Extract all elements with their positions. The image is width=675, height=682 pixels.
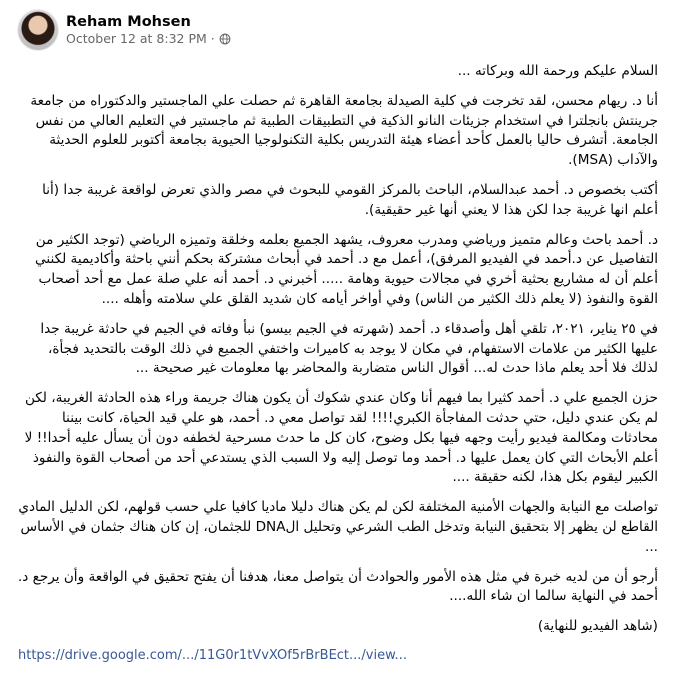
drive-link[interactable]: https://drive.google.com/.../11G0r1tVvXOf5rBrBEct.../view... [18,648,407,663]
post-paragraph: السلام عليكم ورحمة الله وبركاته ... [457,63,658,79]
post-paragraph: أكتب بخصوص د. أحمد عبدالسلام، الباحث بالمركز القومي للبحوث في مصر والذي تعرض لواقعة غريبة جدا (أنا أعلم انها غريبة جدا لكن هذا لا يعني أنها غير حقيقية). [42,181,658,218]
post-timestamp[interactable]: October 12 at 8:32 PM [66,31,207,46]
post-paragraph: في ٢٥ يناير، ٢٠٢١، تلقي أهل وأصدقاء د. أحمد (شهرته في الجيم بيسو) نبأ وفاته في الجيم في حادثة غريبة جدا عليها الكثير من علامات الاستفهام، في مكان لا يوجد به كاميرات واختفي الجميع في ذلك الوقت بالتحديد فجأة، لذلك فلا أحد يعلم ماذا حدث له... أقوال الناس متضاربة والمحاضر بها معلومات غير صحيحة ... [40,320,658,377]
post-paragraph: تواصلت مع النيابة والجهات الأمنية المختلفة لكن لم يكن هناك دليلا ماديا كافيا علي حسب قولهم، لكن الدليل المادي القاطع لن يظهر إلا بتحقيق النيابة وتدخل الطب الشرعي وتحليل الDNA للجثمان، إن كان هناك جثمان في الأساس ... [18,499,658,555]
post-body [17,62,658,647]
post-meta [66,13,231,47]
post-paragraph: حزن الجميع علي د. أحمد كثيرا بما فيهم أنا وكان عندي شكوك أن يكون هناك جريمة وراء هذه الحادثة الغريبة، لكن لم يكن عندي دليل، حتي حدثت المفاجأة الكبري!!!! لقد تواصل معي د. أحمد، هو علي قيد الحياة، كانت بيننا محادثات ومكالمة فيديو رأيت وجهه فيها بكل وضوح، كان كل ما حدث مسرحية لخطفه دون أن يسأل عليه أحدا!! لا أعلم الأبحاث التي كان يعمل عليها د. أحمد وما توصل إليه ولا السبب الذي يستدعي أحد من أصحاب القوة والنفوذ الكبير ليقوم بكل هذا، لكنه حقيقة .... [24,390,658,486]
separator-dot: · [210,31,215,46]
post-paragraph: أرجو أن من لديه خبرة في مثل هذه الأمور والحوادث أن يتواصل معنا، هدفنا أن يفتح تحقيق في الواقعة وأن يرجع د. أحمد في النهاية سالما ان شاء الله.... [17,568,658,605]
author-name[interactable]: Reham Mohsen [66,14,191,30]
globe-icon[interactable] [219,33,231,45]
post-header [18,10,231,50]
post-paragraph: أنا د. ريهام محسن، لقد تخرجت في كلية الصيدلة بجامعة القاهرة ثم حصلت علي الماجستير والدكتوراه من جامعة جرينتش بانجلترا في استخدام جزيئات النانو الذكية في التطبيقات الطبية ثم ماجستير في التعليم العالي من نفس الجامعة. أتشرف حاليا بالعمل كأحد أعضاء هيئة التدريس بكلية التكنولوجيا الحيوية بجامعة أكتوبر للعلوم الحديثة والآداب (MSA). [30,92,658,169]
post-paragraph: د. أحمد باحث وعالم متميز ورياضي ومدرب معروف، يشهد الجميع بعلمه وخلقة وتميزه الرياضي (توجد الكثير من التفاصيل عن د.أحمد في الفيديو المرفق)، أعمل مع د. أحمد في أبحاث مشتركة بحكم أنني باحثة وأكاديمية لكنني أعلم أن له مشاريع بحثية أخري في مجالات حيوية وهامة ..... أخبرني د. أحمد أنه علي صلة عمل مع أحد أصحاب القوة والنفوذ (لا يعلم ذلك الكثير من الناس) وفي أواخر أيامه كان شديد القلق علي سلامته وأهله .... [35,231,658,307]
post-paragraph: (شاهد الفيديو للنهاية) [537,618,658,635]
post-subline [66,31,231,47]
avatar[interactable] [18,10,58,50]
